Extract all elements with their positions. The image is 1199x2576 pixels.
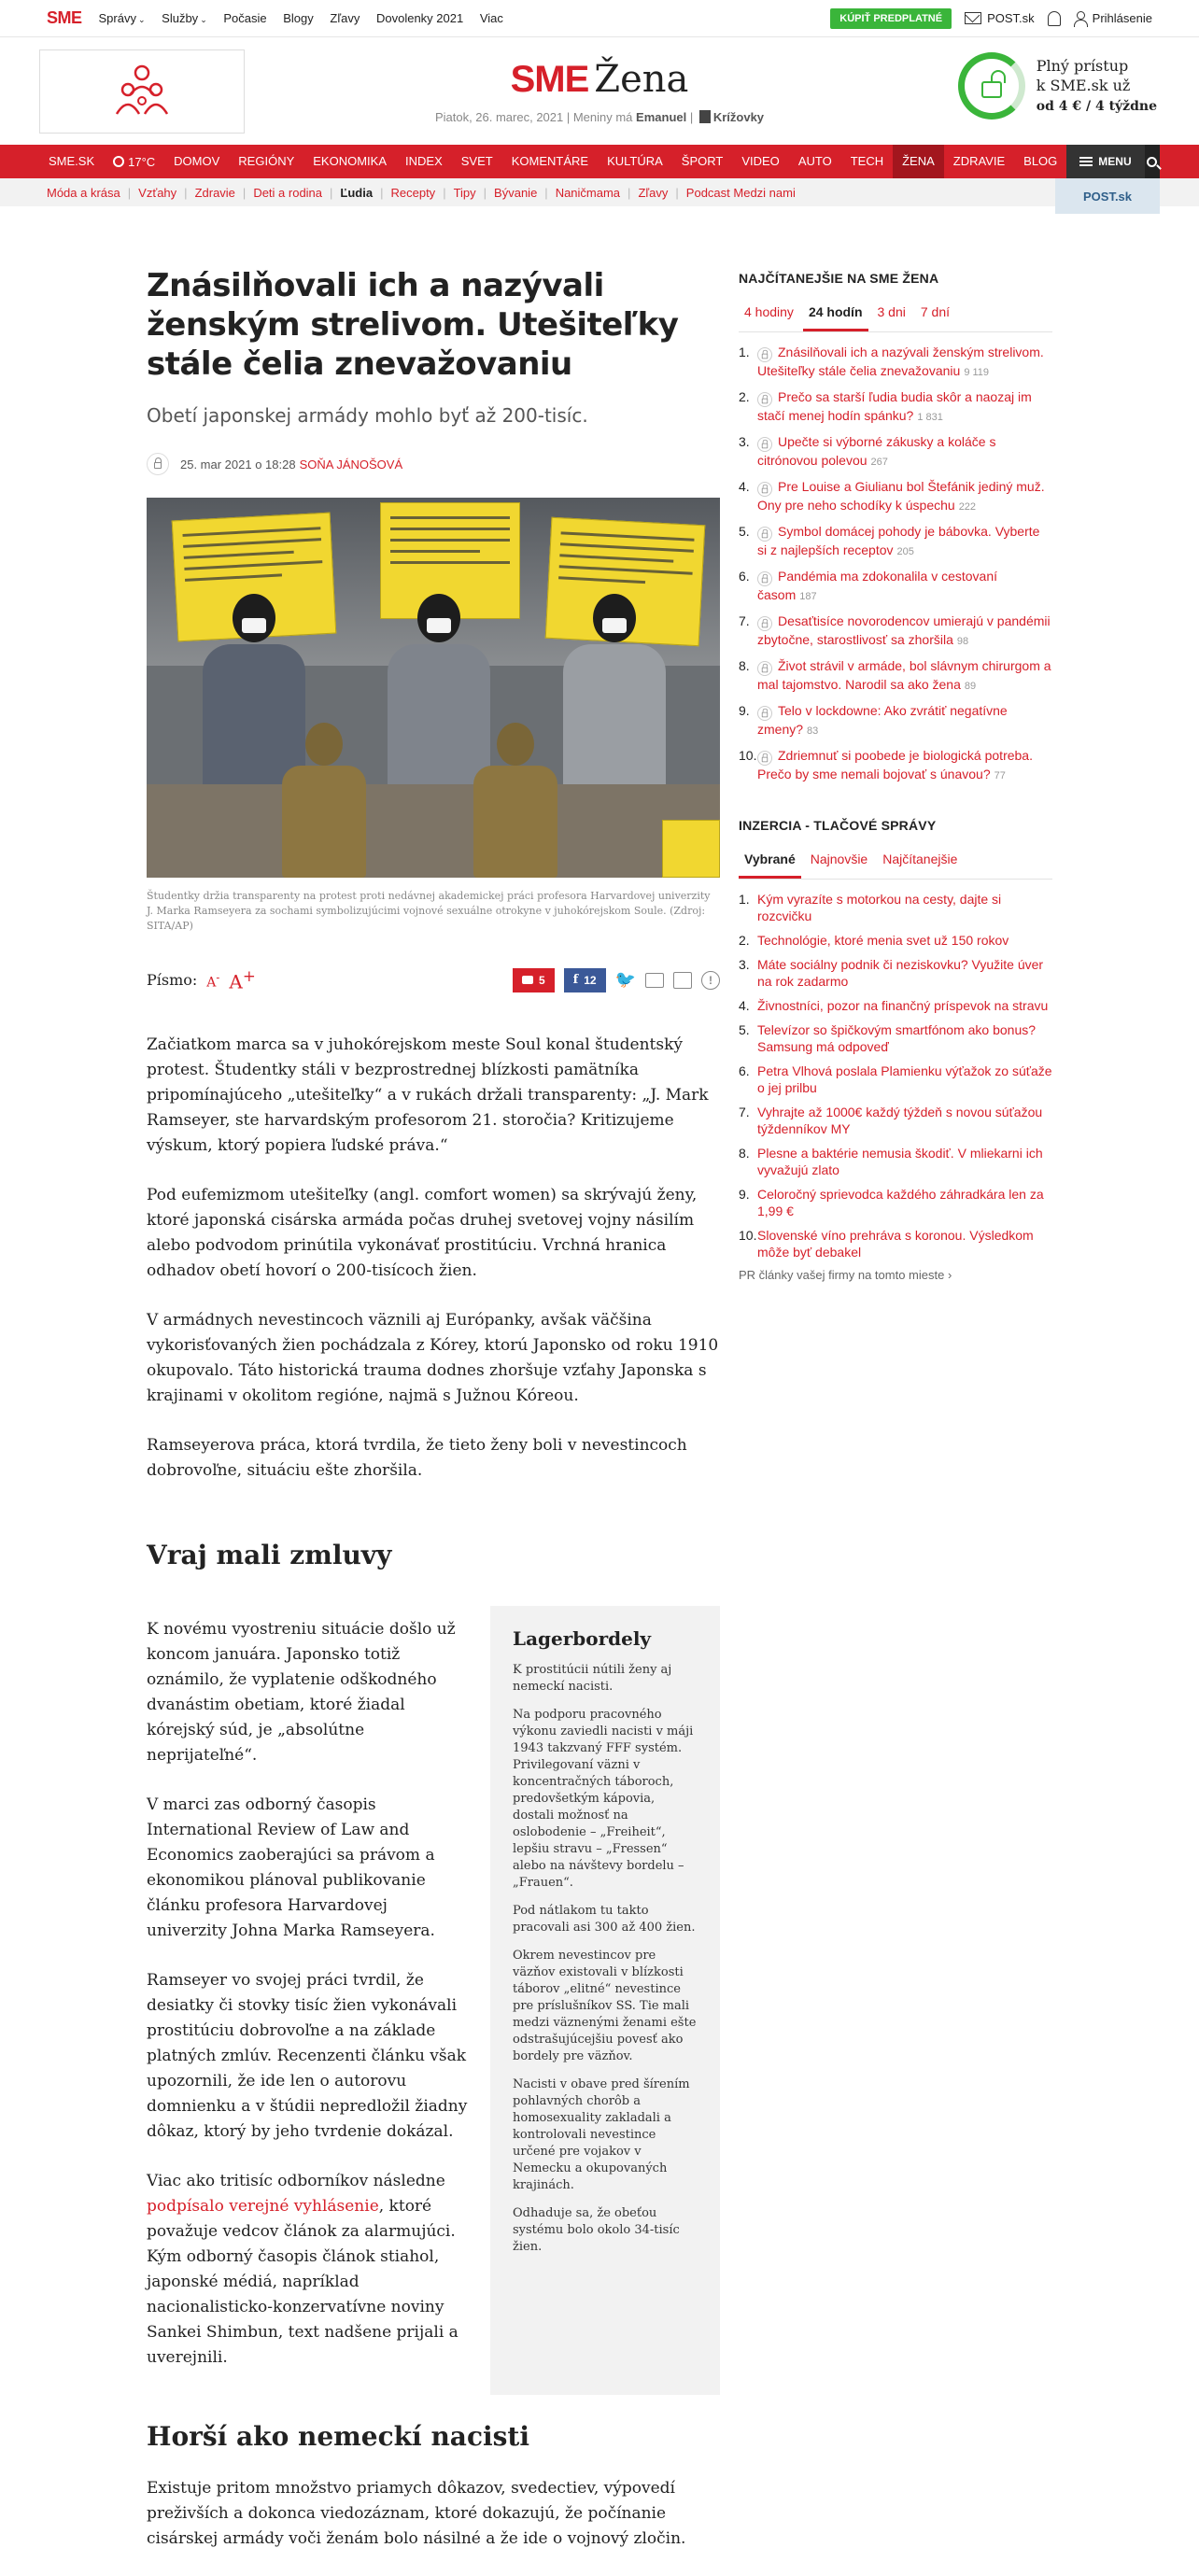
paragraph: Existuje pritom množstvo priamych dôkazov, svedectiev, výpovedí preživších a dokonca viedozáznam, ktoré dokazujú, že počínanie cisárskej armády voči ženám bolo násilné a že ide o vojnový zločin. <box>147 2478 686 2548</box>
photo-caption: Študentky držia transparenty na protest proti nedávnej akademickej práci profesora Harvardovej univerzity J. Marka Ramseyera za sochami symbolizujúcimi vojnové sexuálne otrokyne v juhokórejskom Soule. (Zdroj: SITA/AP) <box>147 890 711 932</box>
pr-item-title[interactable]: Živnostníci, pozor na finančný príspevok na stravu <box>757 998 1049 1013</box>
list-item[interactable] <box>739 344 1052 381</box>
nav-regiony[interactable]: REGIÓNY <box>238 154 295 168</box>
print-icon[interactable] <box>673 972 692 989</box>
statue-figure <box>282 723 366 878</box>
sub-nav: Móda a krása | Vzťahy | Zdravie | Deti a rodina | Ľudia | Recepty | Tipy | Bývanie | Naničmama | Zľavy | Podcast Medzi nami POST.sk <box>0 178 1199 206</box>
pr-item-title[interactable]: Slovenské víno prehráva s koronou. Výsledkom môže byť debakel <box>757 1228 1034 1260</box>
sun-icon <box>113 156 124 167</box>
subnav-tipy[interactable]: Tipy <box>453 185 476 200</box>
lock-icon <box>757 751 772 766</box>
list-number: 6. <box>739 1063 750 1078</box>
subnav-nanicmama[interactable]: Naničmama <box>555 185 621 200</box>
tab-3d[interactable]: 3 dni <box>877 304 906 319</box>
pr-item-title[interactable]: Plesne a baktérie nemusia škodiť. V mliekarni ich vyvažujú zlato <box>757 1146 1043 1177</box>
article-toolbar <box>147 967 720 993</box>
list-number: 1. <box>739 345 750 359</box>
nav-kultura[interactable]: KULTÚRA <box>607 154 663 168</box>
subnav-recepty[interactable]: Recepty <box>390 185 436 200</box>
read-count: 1 831 <box>917 412 943 423</box>
nav-zena[interactable]: ŽENA <box>893 145 944 178</box>
list-number: 7. <box>739 613 750 628</box>
statement-link[interactable]: podpísalo verejné vyhlásenie <box>147 2196 379 2216</box>
lock-icon <box>154 462 162 469</box>
pr-item-title[interactable]: Kým vyrazíte s motorkou na cesty, dajte si rozcvičku <box>757 892 1002 923</box>
login-link[interactable]: Prihlásenie <box>1074 11 1152 26</box>
user-icon <box>1074 11 1087 26</box>
comment-icon <box>522 976 533 984</box>
nav-blogy[interactable]: Blogy <box>283 11 314 25</box>
lock-icon <box>757 482 772 497</box>
read-count: 205 <box>896 546 914 557</box>
report-error-icon[interactable]: ! <box>701 971 720 990</box>
chevron-down-icon: ⌄ <box>137 15 146 24</box>
nav-smesk[interactable]: SME.SK <box>49 154 95 168</box>
list-number: 2. <box>739 389 750 404</box>
chevron-down-icon: ⌄ <box>200 15 207 24</box>
sme-logo[interactable]: SME <box>47 8 82 27</box>
nav-pocasie[interactable]: Počasie <box>223 11 267 25</box>
list-item[interactable] <box>739 997 1052 1014</box>
lock-icon <box>757 616 772 631</box>
list-number: 9. <box>739 703 750 718</box>
list-item-title[interactable]: Prečo sa starší ľudia budia skôr a naozaj im stačí menej hodín spánku? <box>757 389 1032 423</box>
subnav-deti[interactable]: Deti a rodina <box>253 185 323 200</box>
list-number: 6. <box>739 569 750 584</box>
list-number: 8. <box>739 658 750 673</box>
statue-figure <box>473 723 557 878</box>
search-icon <box>1147 157 1157 167</box>
nav-sluzby[interactable]: Služby ⌄ <box>162 11 207 25</box>
nav-sport[interactable]: ŠPORT <box>681 154 724 168</box>
email-share-icon[interactable] <box>645 973 664 988</box>
lock-icon <box>757 347 772 362</box>
read-count: 267 <box>870 457 888 468</box>
read-count: 222 <box>958 501 977 513</box>
share-bar <box>513 968 720 992</box>
header <box>0 37 1199 145</box>
paragraph: Ramseyerova práca, ktorá tvrdila, že tieto ženy boli v nevestincoch dobrovoľne, situáciu ešte zhoršila. <box>147 1435 687 1480</box>
list-item[interactable] <box>739 1063 1052 1096</box>
protest-sign <box>662 820 720 878</box>
twitter-icon[interactable]: 🐦 <box>614 970 636 990</box>
dateline: Piatok, 26. marec, 2021 | Meniny má Emanuel | Krížovky <box>434 110 765 124</box>
paragraph: Začiatkom marca sa v juhokórejskom meste Soul konal študentský protest. Študentky stáli v bezprostrednej blízkosti pamätníka pripomínajúceho „utešiteľky“ a v rukách držali transparenty: „J. Mark Ramseyer, ste harvardským profesorom 21. storočia? Kritizujeme výskum, ktorý popiera ľudské práva.“ <box>147 1035 709 1155</box>
brand-sme: SME <box>510 59 589 100</box>
premium-badge <box>147 453 169 475</box>
list-item[interactable] <box>739 388 1052 426</box>
most-read-list <box>739 344 1052 784</box>
article-date: 25. mar 2021 o 18:28 <box>180 457 296 472</box>
lock-icon <box>757 527 772 542</box>
article-author[interactable]: SOŇA JÁNOŠOVÁ <box>299 457 403 472</box>
subheading: Vraj mali zmluvy <box>147 1539 392 1570</box>
pr-item-title[interactable]: Vyhrajte až 1000€ každý týždeň s novou súťažou týždenníkov MY <box>757 1105 1043 1136</box>
subnav-vztahy[interactable]: Vzťahy <box>138 185 177 200</box>
list-item-title[interactable]: Upečte si výborné zákusky a koláče s citrónovou polevou <box>757 434 996 468</box>
pr-item-title[interactable]: Máte sociálny podnik či neziskovku? Využite úver na rok zadarmo <box>757 957 1044 989</box>
list-item-title[interactable]: Pandémia ma zdokonalila v cestovaní časom <box>757 569 998 602</box>
facebook-icon: f <box>572 973 579 988</box>
lock-icon <box>757 392 772 407</box>
list-item[interactable] <box>739 956 1052 990</box>
list-number: 5. <box>739 524 750 539</box>
facebook-share-button[interactable]: f 12 <box>564 968 606 992</box>
list-number: 8. <box>739 1146 750 1161</box>
nav-ekonomika[interactable]: EKONOMIKA <box>313 154 388 168</box>
list-item[interactable] <box>739 657 1052 695</box>
paragraph: K novému vyostreniu situácie došlo už koncom januára. Japonsko totiž oznámilo, že vyplatenie odškodného dvanástim obetiam, ktoré žiadal kórejský súd, je „absolútne neprijateľné“. <box>147 1619 456 1765</box>
article-photo[interactable] <box>147 498 720 878</box>
list-item-title[interactable]: Symbol domácej pohody je bábovka. Vyberte si z najlepších receptov <box>757 524 1040 557</box>
list-item[interactable] <box>739 702 1052 739</box>
lock-icon <box>757 706 772 721</box>
subnav-moda[interactable]: Móda a krása <box>47 185 120 200</box>
list-number: 10. <box>739 1228 757 1243</box>
lock-icon <box>757 661 772 676</box>
read-count: 89 <box>964 681 977 692</box>
buy-subscription-button[interactable]: KÚPIŤ PREDPLATNÉ <box>830 8 952 29</box>
article-headline: Znásilňovali ich a nazývali ženským strelivom. Utešiteľky stále čelia znevažovaniu <box>147 267 679 383</box>
paragraph: V marci zas odborný časopis International Review of Law and Economics zaoberajúci sa právom a ekonomikou plánoval publikovanie článku profesora Harvardovej univerzity Johna Marka Ramseyera. <box>147 1795 435 1940</box>
pr-more-link[interactable]: PR články vašej firmy na tomto mieste › <box>739 1268 952 1282</box>
subnav-podcast[interactable]: Podcast Medzi nami <box>685 185 796 200</box>
unlock-ring <box>958 52 1025 120</box>
sidebox-title: Lagerbordely <box>513 1626 652 1650</box>
list-item-title[interactable]: Pre Louise a Giulianu bol Štefánik jediný muž. Ony pre neho schodíky k úspechu <box>757 479 1045 513</box>
menu-button[interactable]: MENU <box>1066 145 1144 178</box>
nav-video[interactable]: VIDEO <box>741 154 780 168</box>
list-number: 9. <box>739 1187 750 1202</box>
list-number: 4. <box>739 998 750 1013</box>
article-columns <box>147 1606 720 2395</box>
weather[interactable]: 17°C <box>104 155 164 169</box>
pr-item-title[interactable]: Petra Vlhová poslala Plamienku výťažok zo súťaže o jej prilbu <box>757 1063 1052 1095</box>
article-body <box>147 1033 720 1484</box>
article-meta <box>147 453 720 475</box>
most-read-tabs <box>739 297 1052 332</box>
nav-auto[interactable]: AUTO <box>797 154 832 168</box>
paragraph: Viac ako tritisíc odborníkov následne podpísalo verejné vyhlásenie, ktoré považuje vedcov článok za alarmujúci. Kým odborný časopis článok stiahol, japonské médiá, napríklad nacionalisticko-konzervatívne noviny Sankei Shimbun, text nadšene prijali a uverejnili. <box>147 2171 458 2367</box>
font-increase-button[interactable]: A+ <box>229 967 256 993</box>
subnav-zdravie[interactable]: Zdravie <box>194 185 235 200</box>
read-count: 98 <box>956 636 969 647</box>
lock-icon <box>757 437 772 452</box>
tab-4h[interactable]: 4 hodiny <box>744 304 794 319</box>
read-count: 77 <box>994 770 1006 781</box>
article-body <box>147 2476 720 2552</box>
subnav-byvanie[interactable]: Bývanie <box>494 185 538 200</box>
nav-zlavy[interactable]: Zľavy <box>330 11 360 25</box>
list-number: 7. <box>739 1105 750 1119</box>
list-item[interactable] <box>739 612 1052 650</box>
crossword-icon <box>699 110 711 123</box>
nav-index[interactable]: INDEX <box>405 154 443 168</box>
list-item[interactable] <box>739 1104 1052 1137</box>
list-number: 5. <box>739 1022 750 1037</box>
sidebox-lagerbordely: Lagerbordely K prostitúcii nútili ženy aj nemeckí nacisti. Na podporu pracovného výkonu zaviedli nacisti v máji 1943 takzvaný FFF systém. Privilegovaní väzni v koncentračných táboroch, predovšetkým kápovia, dostali možnosť na oslobodenie – „Freiheit“, lepšiu stravu – „Fressen“ alebo na návštevy bordelu – „Frauen“. Pod nátlakom tu takto pracovali asi 300 až 400 žien. Okrem nevestincov pre väzňov existovali v blízkosti táborov „elitné“ nevestince pre príslušníkov SS. Tie mali medzi väznenými ženami ešte odstrašujúcejšiu povesť ako bordely pre väzňov. Nacisti v obave pred šírením pohlavných chorôb a homosexuality zakladali a kontrolovali nevestince určené pre vojakov v Nemecku a okupovaných krajinách. Odhaduje sa, že obeťou systému bolo okolo 34-tisíc žien. <box>490 1606 720 2395</box>
pr-item-title[interactable]: Televízor so špičkovým smartfónom ako bonus? Samsung má odpoveď <box>757 1022 1037 1054</box>
pr-item-title[interactable]: Technológie, ktoré menia svet už 150 rokov <box>757 933 1009 948</box>
unlock-icon <box>981 81 1002 98</box>
paragraph: Ramseyer vo svojej práci tvrdil, že desiatky či stovky tisíc žien vykonávali prostitúciu dobrovoľne a na základe platných zmlúv. Recenzenti článku však upozornili, že ide len o autorovu domnienku a v štúdii nepredložil žiadny dôkaz, ktorý by jeho tvrdenie dokázal. <box>147 1970 468 2141</box>
search-button[interactable] <box>1145 145 1160 178</box>
list-item[interactable] <box>739 1145 1052 1178</box>
subscription-promo[interactable]: Plný prístup k SME.sk už od 4 € / 4 týždne <box>958 52 1157 120</box>
crossword-link[interactable]: Krížovky <box>712 110 765 124</box>
main-nav <box>0 145 1199 178</box>
pr-list <box>739 891 1052 1260</box>
comments-button[interactable]: 5 <box>513 968 555 992</box>
read-count: 9 119 <box>964 367 990 378</box>
article <box>147 266 720 2576</box>
subheading: Horší ako nemeckí nacisti <box>147 2420 529 2452</box>
list-item[interactable] <box>739 747 1052 784</box>
list-item[interactable] <box>739 523 1052 560</box>
paragraph: Pod eufemizmom utešiteľky (angl. comfort women) sa skrývajú ženy, ktoré japonská cisárska armáda počas druhej svetovej vojny násilím alebo podvodom prinútila vykonávať prostitúciu. Vrchná hranica odhadov obetí hovorí o 200-tisícoch žien. <box>147 1185 698 1280</box>
post-link[interactable]: POST.sk <box>965 11 1035 25</box>
nav-domov[interactable]: DOMOV <box>174 154 220 168</box>
list-item[interactable] <box>739 932 1052 949</box>
bell-icon[interactable] <box>1048 11 1061 26</box>
font-size-label: Písmo: <box>147 971 198 990</box>
pr-item-title[interactable]: Celoročný sprievodca každého záhradkára len za 1,99 € <box>757 1187 1044 1218</box>
list-item-title[interactable]: Desaťtisíce novorodencov umierajú v pandémii zbytočne, starostlivosť sa zhoršila <box>757 613 1051 647</box>
list-number: 1. <box>739 892 750 907</box>
nav-svet[interactable]: SVET <box>460 154 493 168</box>
nav-komentare[interactable]: KOMENTÁRE <box>511 154 589 168</box>
tab-najnovsie[interactable]: Najnovšie <box>810 852 868 866</box>
list-number: 4. <box>739 479 750 494</box>
article-perex: Obetí japonskej armády mohlo byť až 200-tisíc. <box>147 404 588 427</box>
tab-24h[interactable]: 24 hodín <box>803 297 868 331</box>
nav-viac[interactable]: Viac <box>479 11 503 25</box>
top-right <box>830 8 1152 29</box>
tab-vybrane[interactable]: Vybrané <box>739 844 801 879</box>
lock-icon <box>757 571 772 586</box>
nav-tech[interactable]: TECH <box>850 154 884 168</box>
list-item-title[interactable]: Život strávil v armáde, bol slávnym chirurgom a mal tajomstvo. Narodil sa ako žena <box>757 658 1051 692</box>
list-item-title[interactable]: Telo v lockdowne: Ako zvrátiť negatívne zmeny? <box>757 703 1008 737</box>
top-bar <box>0 0 1199 37</box>
hamburger-icon <box>1079 157 1093 166</box>
nav-zdravie[interactable]: ZDRAVIE <box>952 154 1006 168</box>
list-item[interactable] <box>739 1186 1052 1219</box>
subnav-zlavy[interactable]: Zľavy <box>638 185 669 200</box>
read-count: 83 <box>807 725 819 737</box>
list-item[interactable] <box>739 1021 1052 1055</box>
list-item[interactable] <box>739 478 1052 515</box>
nav-blog[interactable]: BLOG <box>1023 154 1058 168</box>
article-column-text <box>147 1606 468 2395</box>
pr-title: INZERCIA - TLAČOVÉ SPRÁVY <box>739 818 937 833</box>
read-count: 187 <box>799 591 817 602</box>
pr-tabs <box>739 844 1052 880</box>
sidebar <box>739 271 1052 1282</box>
list-item-title[interactable]: Znásilňovali ich a nazývali ženským strelivom. Utešiteľky stále čelia znevažovaniu <box>757 345 1044 378</box>
postsk-button[interactable]: POST.sk <box>1055 178 1160 214</box>
student-figure <box>563 594 666 784</box>
list-number: 10. <box>739 748 757 763</box>
list-item-title[interactable]: Zdriemnuť si poobede je biologická potreba. Prečo by sme nemali bojovať s únavou? <box>757 748 1033 781</box>
font-decrease-button[interactable]: A- <box>206 970 220 991</box>
nav-spravy[interactable]: Správy ⌄ <box>98 11 146 25</box>
list-item[interactable] <box>739 568 1052 605</box>
list-number: 3. <box>739 957 750 972</box>
most-read-title: NAJČÍTANEJŠIE NA SME ŽENA <box>739 271 939 286</box>
top-nav <box>99 11 516 25</box>
nameday: Emanuel <box>636 110 687 124</box>
tab-7d[interactable]: 7 dní <box>920 304 950 319</box>
brand-zena: Žena <box>594 58 689 101</box>
envelope-icon <box>965 12 981 24</box>
nav-dovolenky[interactable]: Dovolenky 2021 <box>375 11 464 25</box>
subnav-ludia[interactable]: Ľudia <box>340 185 374 200</box>
list-item[interactable] <box>739 1227 1052 1260</box>
list-item[interactable] <box>739 433 1052 471</box>
tab-najcitanejsie[interactable]: Najčítanejšie <box>882 852 958 866</box>
list-number: 3. <box>739 434 750 449</box>
paragraph: V armádnych nevestincoch väznili aj Európanky, avšak väčšina vykorisťovaných žien pochádzala z Kórey, ktorú Japonsko od roku 1910 okupovalo. Táto historická trauma dodnes zhoršuje vzťahy Japonska s krajinami v okolitom regióne, najmä s Južnou Kóreou. <box>147 1310 719 1405</box>
list-item[interactable] <box>739 891 1052 924</box>
list-number: 2. <box>739 933 750 948</box>
